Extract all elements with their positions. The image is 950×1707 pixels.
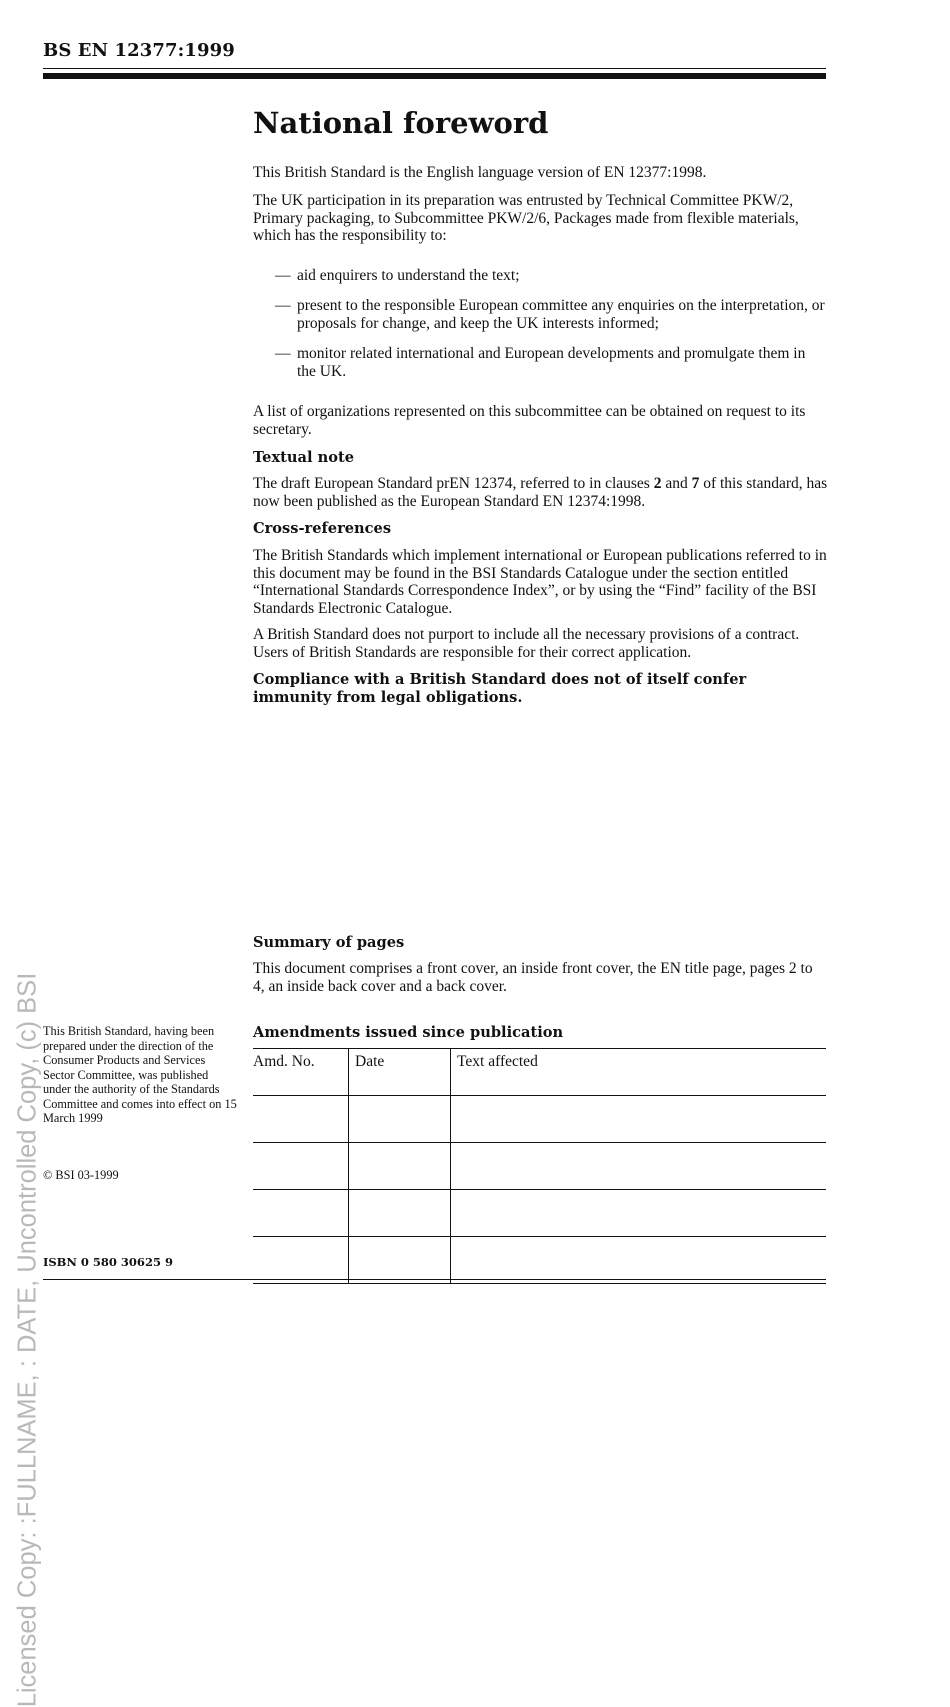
license-watermark: Licensed Copy: :FULLNAME, : DATE, Uncontrolled Copy, (c) BSI (13, 972, 42, 1707)
list-dash: — (275, 345, 291, 362)
table-cell (451, 1143, 827, 1190)
clause-ref: 2 (653, 475, 662, 492)
amendments-table (253, 1048, 826, 1284)
summary-heading: Summary of pages (253, 934, 405, 951)
textual-note-text (253, 475, 828, 510)
amendments-heading: Amendments issued since publication (253, 1024, 564, 1041)
list-item-text: present to the responsible European committee any enquiries on the interpretation, or proposals for change, and keep the UK interests informed; (297, 297, 825, 332)
column-header-date: Date (349, 1049, 451, 1096)
provisions-paragraph: A British Standard does not purport to include all the necessary provisions of a contract. Users of British Standards are responsible for their correct application. (253, 626, 800, 661)
cross-references-paragraph: The British Standards which implement international or European publications referred to in this document may be found in the BSI Standards Catalogue under the section entitled “International Standards Correspondence Index”, or by using the “Find” facility of the BSI Standards Electronic Catalogue. (253, 547, 827, 617)
table-row (253, 1096, 826, 1143)
copyright: © BSI 03-1999 (43, 1168, 119, 1182)
document-code: BS EN 12377:1999 (43, 40, 235, 61)
table-cell (253, 1237, 349, 1284)
page-title: National foreword (253, 106, 549, 140)
summary-text: This document comprises a front cover, an inside front cover, the EN title page, pages 2 to 4, an inside back cover and a back cover. (253, 960, 813, 995)
column-header-text-affected: Text affected (451, 1049, 827, 1096)
header-rule-thick (43, 73, 826, 79)
table-cell (349, 1190, 451, 1237)
table-header-row (253, 1049, 826, 1096)
table-row (253, 1237, 826, 1284)
intro-paragraph: This British Standard is the English language version of EN 12377:1998. (253, 164, 707, 181)
textual-note-text-b: and (661, 475, 692, 492)
table-cell (253, 1096, 349, 1143)
list-item-text: monitor related international and European developments and promulgate them in the UK. (297, 345, 806, 380)
list-item (275, 345, 828, 380)
footer-rule (43, 1279, 826, 1280)
clause-ref: 7 (691, 475, 700, 492)
table-cell (451, 1190, 827, 1237)
participation-paragraph: The UK participation in its preparation was entrusted by Technical Committee PKW/2, Primary packaging, to Subcommittee PKW/2/6, Packages made from flexible materials, which has the responsibility to: (253, 192, 799, 245)
header-rule-thin (43, 68, 826, 69)
list-dash: — (275, 297, 291, 314)
textual-note-heading: Textual note (253, 449, 354, 466)
table-cell (349, 1143, 451, 1190)
table-row (253, 1190, 826, 1237)
table-cell (349, 1096, 451, 1143)
organizations-paragraph: A list of organizations represented on this subcommittee can be obtained on request to its secretary. (253, 403, 806, 438)
list-item (275, 297, 828, 332)
textual-note-text-c: of this standard, has now been published as the European Standard EN 12374:1998. (253, 475, 828, 510)
list-dash: — (275, 267, 291, 284)
table-row (253, 1143, 826, 1190)
isbn: ISBN 0 580 30625 9 (43, 1255, 173, 1269)
list-item (275, 267, 828, 285)
compliance-statement: Compliance with a British Standard does not of itself confer immunity from legal obligations. (253, 671, 747, 706)
table-cell (451, 1237, 827, 1284)
table-cell (253, 1190, 349, 1237)
table-cell (349, 1237, 451, 1284)
list-item-text: aid enquirers to understand the text; (297, 267, 520, 284)
publication-note: This British Standard, having been prepared under the direction of the Consumer Products and Services Sector Committee, was published under the authority of the Standards Committee and comes into effect on 15 March 1999 (43, 1024, 237, 1125)
table-cell (451, 1096, 827, 1143)
column-header-amd-no: Amd. No. (253, 1049, 349, 1096)
cross-references-heading: Cross-references (253, 520, 392, 537)
textual-note-text-a: The draft European Standard prEN 12374, referred to in clauses (253, 475, 654, 492)
table-cell (253, 1143, 349, 1190)
